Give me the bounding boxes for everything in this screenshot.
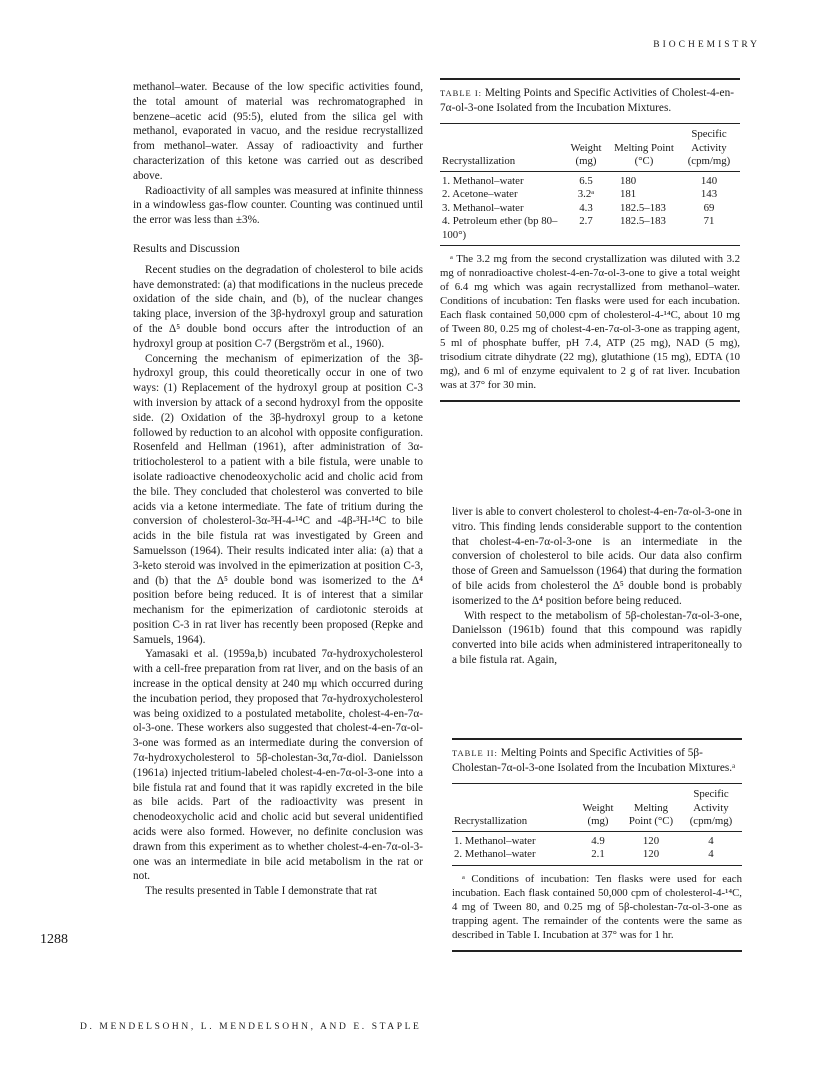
table-label: TABLE II: [452,748,498,758]
table-label: TABLE I: [440,88,483,98]
table-cell: 182.5–183 [620,201,666,214]
table-cell: 140 [700,174,718,187]
table-cell: 1. Methanol–water [454,834,536,847]
col-header: Weight (mg) [582,801,614,828]
table-1 [440,78,740,402]
paragraph: Radioactivity of all samples was measured at infinite thinness in a windowless gas-flow counter. Counting was continued until the error was less than ±3%. [133,184,423,227]
left-column [133,80,423,899]
table-cell: 4.3 [579,201,593,214]
col-header: Melting Point (°C) [628,801,674,828]
right-column [452,505,742,668]
table-cell: 182.5–183 [620,215,666,228]
table-footnote: ᵃ The 3.2 mg from the second crystallization was diluted with 3.2 mg of nonradioactive cholest-4-en-7α-ol-3-one to give a total weight of 6.4 mg which was again recrystallized from methanol–water. Conditions of incubation: Ten flasks were used for each incubation. Each flask contained 50,000 cpm of cholesterol-4-¹⁴C, about 10 mg of Tween 80, 0.25 mg of cholest-4-en-7α-ol-3-one as trapping agent, 5 ml of phosphate buffer, pH 7.4, ATP (25 mg), NAD (5 mg), trisodium citrate dihydrate (22 mg), glutathione (15 mg), EDTA (10 mg), and 6 ml of enzyme equivalent to 2 g of rat liver. Incubation was at 37° for 30 min. [440,253,740,392]
paragraph: methanol–water. Because of the low specific activities found, the total amount of material was rechromatographed in benzene–acetic acid (95:5), eluted from the silica gel with methanol, evaporated in vacuo, and the residue recrystallized from methanol–water. Assay of radioactivity and further characterization of this ketone was carried out as described above. [133,81,423,182]
table-cell: 4. Petroleum ether (bp 80–100°) [442,215,558,241]
table-cell: 4 [708,834,714,847]
table-cell: 1. Methanol–water [442,174,524,187]
col-header: Specific Activity (cpm/mg) [687,128,731,168]
table-cell: 2. Acetone–water [442,188,518,201]
journal-name: BIOCHEMISTRY [653,40,760,50]
paragraph: Recent studies on the degradation of cholesterol to bile acids have demonstrated: (a) that modifications in the nucleus precede oxidation of the side chain, and (b), of the nuclear changes taking place, inversion of the 3β-hydroxyl group and saturation of the Δ⁵ double bond occurs after the introduction of an hydroxyl group at position C-7 (Bergström et al., 1960). [133,263,423,350]
data-table [452,788,742,865]
paragraph: liver is able to convert cholesterol to cholest-4-en-7α-ol-3-one in vitro. This finding lends considerable support to the contention that cholest-4-en-7α-ol-3-one is an intermediate in the conversion of cholesterol to bile acids. Our data also confirm those of Green and Samuelsson (1964) that during the formation of bile acids from cholesterol the Δ⁵ double bond is probably isomerized to the Δ⁴ position before being reduced. [452,506,742,607]
table-cell: 6.5 [579,174,593,187]
paragraph: With respect to the metabolism of 5β-cholestan-7α-ol-3-one, Danielsson (1961b) found that this compound was rapidly converted into bile acids when administered intraperitoneally to a bile fistula rat. Again, [452,609,742,666]
col-header: Recrystallization [442,155,516,168]
table-caption-text: Melting Points and Specific Activities of 5β-Cholestan-7α-ol-3-one Isolated from the Incubation Mixtures.ᵃ [452,747,736,774]
table-cell: 69 [703,201,715,214]
col-header: Melting Point (°C) [614,141,674,168]
table-cell: 3.2ᵃ [577,188,595,201]
table-cell: 120 [642,848,660,861]
table-cell: 4.9 [591,834,605,847]
table-cell: 2.1 [591,848,605,861]
col-header: Specific Activity (cpm/mg) [689,788,733,828]
table-cell: 180 [620,174,637,187]
table-cell: 120 [642,834,660,847]
table-2 [452,738,742,952]
section-heading: Results and Discussion [133,242,240,255]
table-cell: 143 [700,188,718,201]
data-table [440,128,740,245]
col-header: Recrystallization [454,815,528,828]
paragraph: Concerning the mechanism of epimerization of the 3β-hydroxyl group, this could theoretically occur in one of two ways: (1) Replacement of the hydroxyl group at position C-3 with inversion by attack of a second hydroxyl from the opposite side. (2) Oxidation of the 3β-hydroxyl group to a ketone followed by reduction to an alcohol with opposite configuration. Rosenfeld and Hellman (1961), after administration of 3α-tritiocholesterol to a patient with a bile fistula, were unable to isolate radioactive chenodeoxycholic acid and cholic acid from the bile. They concluded that cholesterol was converted to bile acids via a ketone intermediate. The fate of tritium during the conversion of cholesterol-3α-³H-4-¹⁴C and -4β-³H-¹⁴C to bile acids in the bile fistula rat was investigated by Green and Samuelsson (1964). Their results indicated inter alia: (a) that a 3-keto steroid was involved in the epimerization at position C-3, and (b) that the Δ⁵ double bond was isomerized to the Δ⁴ position before being reduced. It is of interest that a similar mechanism for the epimerization of cardiotonic steroids at position C-3 in rat liver has recently been proposed (Repke and Samuels, 1964). [133,352,423,646]
page-number: 1288 [40,932,68,947]
paragraph: Yamasaki et al. (1959a,b) incubated 7α-hydroxycholesterol with a cell-free preparation from rat liver, and on the basis of an increase in the optical density at 240 mμ which occurred during the incubation period, they proposed that 7α-hydroxycholesterol was being oxidized to a postulated metabolite, cholest-4-en-7α-ol-3-one. These workers also suggested that cholest-4-en-7α-ol-3-one was formed as an intermediate during the conversion of 7α-hydroxycholesterol to 5β-cholestan-3α,7α-diol. Danielsson (1961a) injected tritium-labeled cholest-4-en-7α-ol-3-one into a bile fistula rat and found that it was rapidly excreted in the bile as bile acids. Part of the radioactivity was present in chenodeoxycholic acid and cholic acid but several unidentified acids were also formed. However, no definite conclusion was drawn from this experiment as to whether cholest-4-en-7α-ol-3-one was an intermediate in bile acid metabolism in the rat or not. [133,648,423,883]
table-cell: 71 [703,215,715,228]
table-cell: 4 [708,848,714,861]
table-cell: 3. Methanol–water [442,201,524,214]
table-cell: 2. Methanol–water [454,848,536,861]
table-cell: 2.7 [579,215,593,228]
col-header: Weight (mg) [570,141,602,168]
table-cell: 181 [620,188,637,201]
paragraph: The results presented in Table I demonstrate that rat [145,885,378,898]
table-caption [440,86,740,115]
table-caption-text: Melting Points and Specific Activities of Cholest-4-en-7α-ol-3-one Isolated from the Incubation Mixtures. [440,87,734,114]
running-footer-authors: D. MENDELSOHN, L. MENDELSOHN, AND E. STAPLE [80,1022,422,1032]
table-caption [452,746,742,775]
table-footnote: ᵃ Conditions of incubation: Ten flasks were used for each incubation. Each flask contained 50,000 cpm of cholesterol-4-¹⁴C, 4 mg of Tween 80, and 0.25 mg of 5β-cholestan-7α-ol-3-one as trapping agent. The remainder of the contents were the same as described in Table I. Incubation at 37° was for 1 hr. [452,872,742,941]
